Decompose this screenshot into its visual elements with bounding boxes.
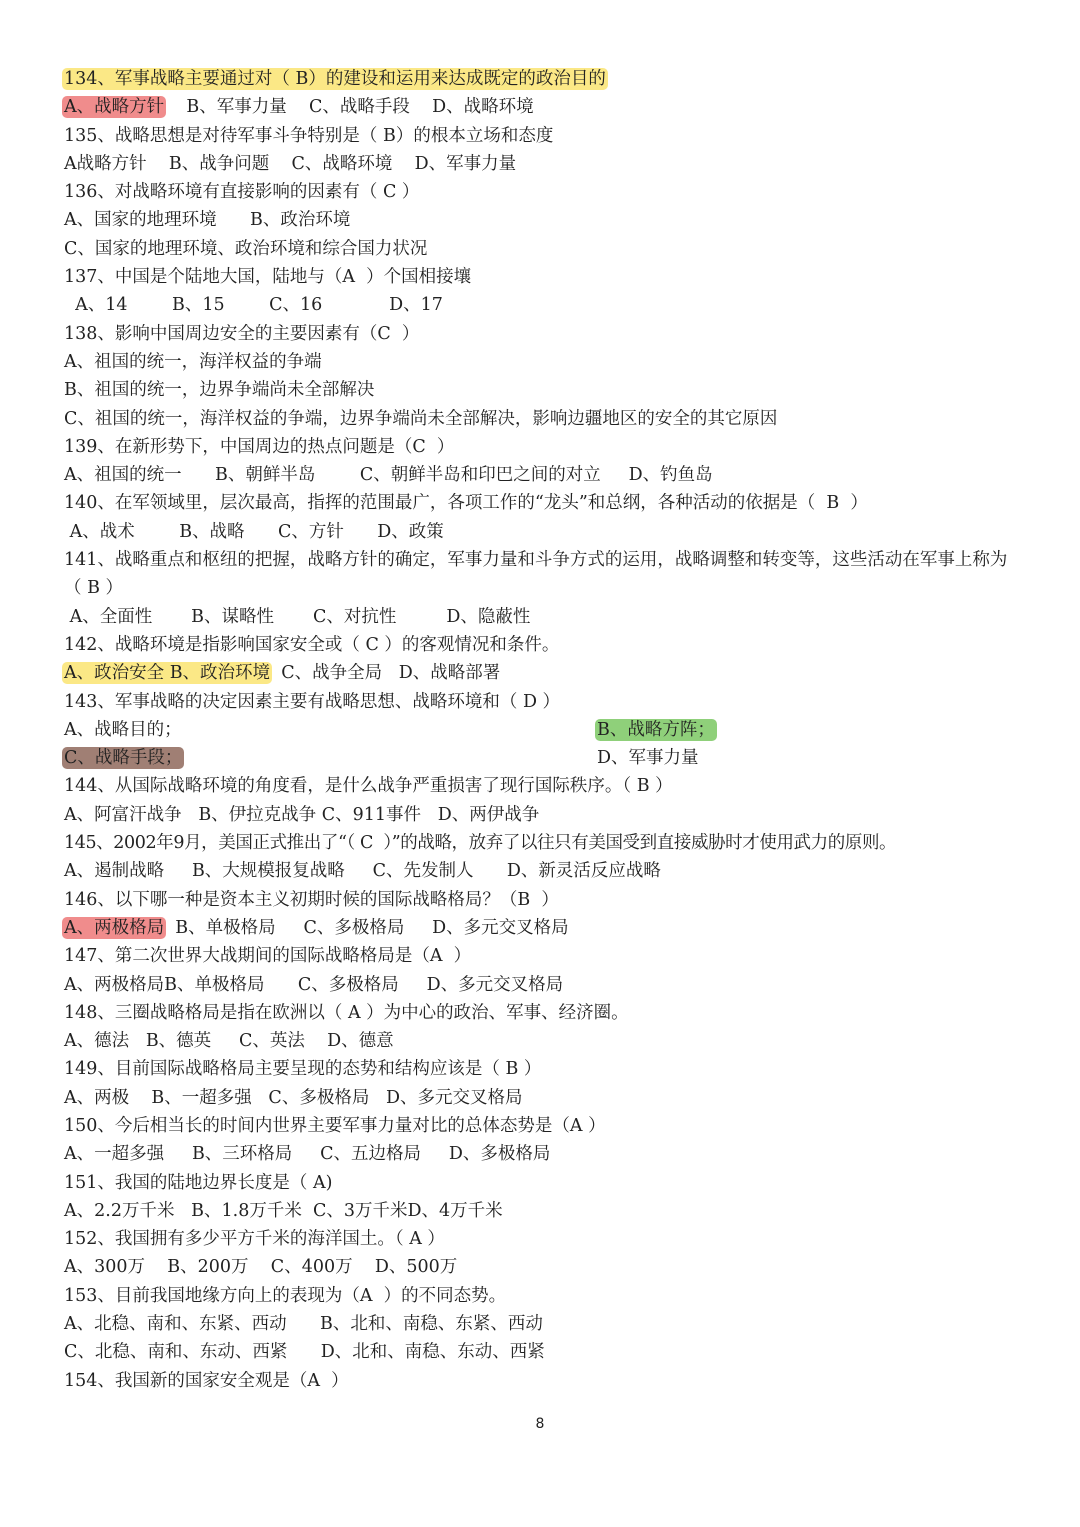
question-141: 141、战略重点和枢纽的把握，战略方针的确定，军事力量和斗争方式的运用，战略调整和转变等，这些活动在军事上称为（ B ） xyxy=(64,550,1008,599)
options-148: A、德法 B、德英 C、英法 D、德意 xyxy=(64,1031,394,1052)
question-137: 137、中国是个陆地大国，陆地与（A ）个国相接壤 xyxy=(64,267,472,288)
question-135: 135、战略思想是对待军事斗争特别是（ B）的根本立场和态度 xyxy=(64,125,554,146)
question-140: 140、在军领域里，层次最高，指挥的范围最广，各项工作的“龙头”和总纲，各种活动的依据是（ B ） xyxy=(64,493,868,514)
options-138-a: A、祖国的统一，海洋权益的争端 xyxy=(64,351,322,372)
options-134 xyxy=(64,93,1024,121)
question-136: 136、对战略环境有直接影响的因素有（ C ） xyxy=(64,182,420,203)
highlighted-option: C、战略手段； xyxy=(64,748,183,769)
question-145: 145、2002年9月，美国正式推出了“（ C ）”的战略，放弃了以往只有美国受到直接威胁时才使用武力的原则。 xyxy=(64,833,897,854)
question-150: 150、今后相当长的时间内世界主要军事力量对比的总体态势是（A ） xyxy=(64,1115,606,1136)
question-144: 144、从国际战略环境的角度看，是什么战争严重损害了现行国际秩序。（ B ） xyxy=(64,776,673,797)
options-137: A、14 B、15 C、16 D、17 xyxy=(64,295,443,316)
options-136-b: C、国家的地理环境、政治环境和综合国力状况 xyxy=(64,238,428,259)
question-138: 138、影响中国周边安全的主要因素有（C ） xyxy=(64,323,420,344)
document-body xyxy=(64,65,1024,1395)
question-143: 143、军事战略的决定因素主要有战略思想、战略环境和（ D ） xyxy=(64,691,561,712)
options-136-a: A、国家的地理环境 B、政治环境 xyxy=(64,210,351,231)
options-139: A、祖国的统一 B、朝鲜半岛 C、朝鲜半岛和印巴之间的对立 D、钓鱼岛 xyxy=(64,465,713,486)
options-140: A、战术 B、战略 C、方针 D、政策 xyxy=(64,521,444,542)
options-144: A、阿富汗战争 B、伊拉克战争 C、911事件 D、两伊战争 xyxy=(64,804,540,825)
options-151: A、2.2万千米 B、1.8万千米 C、3万千米D、4万千米 xyxy=(64,1200,503,1221)
options-142 xyxy=(64,659,1024,687)
question-134 xyxy=(64,65,1024,93)
options-text: B、单极格局 C、多极格局 D、多元交叉格局 xyxy=(164,917,569,938)
question-152: 152、我国拥有多少平方千米的海洋国土。（ A ） xyxy=(64,1229,445,1250)
options-145: A、遏制战略 B、大规模报复战略 C、先发制人 D、新灵活反应战略 xyxy=(64,861,661,882)
highlighted-option: B、战略方阵； xyxy=(597,719,715,740)
options-152: A、300万 B、200万 C、400万 D、500万 xyxy=(64,1257,458,1278)
options-143-row1 xyxy=(64,716,1024,744)
highlighted-option: A、政治安全 B、政治环境 xyxy=(64,663,271,684)
question-149: 149、目前国际战略格局主要呈现的态势和结构应该是（ B ） xyxy=(64,1059,542,1080)
options-143-row2 xyxy=(64,744,1024,772)
question-147: 147、第二次世界大战期间的国际战略格局是（A ） xyxy=(64,946,472,967)
options-149: A、两极 B、一超多强 C、多极格局 D、多元交叉格局 xyxy=(64,1087,523,1108)
option-d: D、军事力量 xyxy=(597,748,699,769)
options-141: A、全面性 B、谋略性 C、对抗性 D、隐蔽性 xyxy=(64,606,531,627)
question-154: 154、我国新的国家安全观是（A ） xyxy=(64,1370,349,1391)
options-135: A战略方针 B、战争问题 C、战略环境 D、军事力量 xyxy=(64,153,517,174)
highlighted-option: A、两极格局 xyxy=(64,917,165,938)
options-138-c: C、祖国的统一，海洋权益的争端，边界争端尚未全部解决，影响边疆地区的安全的其它原因 xyxy=(64,408,778,429)
question-153: 153、目前我国地缘方向上的表现为（A ）的不同态势。 xyxy=(64,1285,507,1306)
options-153-a: A、北稳、南和、东紧、西动 B、北和、南稳、东紧、西动 xyxy=(64,1314,543,1335)
options-138-b: B、祖国的统一，边界争端尚未全部解决 xyxy=(64,380,375,401)
question-151: 151、我国的陆地边界长度是（ A) xyxy=(64,1172,333,1193)
question-139: 139、在新形势下，中国周边的热点问题是（C ） xyxy=(64,436,455,457)
highlighted-question: 134、军事战略主要通过对（ B）的建设和运用来达成既定的政治目的 xyxy=(64,69,606,89)
question-146: 146、以下哪一种是资本主义初期时候的国际战略格局？（B ） xyxy=(64,889,559,910)
option-b-wrapper xyxy=(597,716,715,744)
options-150: A、一超多强 B、三环格局 C、五边格局 D、多极格局 xyxy=(64,1144,551,1165)
options-147: A、两极格局B、单极格局 C、多极格局 D、多元交叉格局 xyxy=(64,974,564,995)
highlighted-option: A、战略方针 xyxy=(64,97,165,118)
options-text: C、战争全局 D、战略部署 xyxy=(270,663,501,684)
option-a: A、战略目的； xyxy=(64,719,182,740)
options-153-b: C、北稳、南和、东动、西紧 D、北和、南稳、东动、西紧 xyxy=(64,1342,545,1363)
options-146 xyxy=(64,914,1024,942)
question-142: 142、战略环境是指影响国家安全或（ C ）的客观情况和条件。 xyxy=(64,634,560,655)
options-text: B、军事力量 C、战略手段 D、战略环境 xyxy=(164,97,534,118)
page-number: 8 xyxy=(535,1416,545,1432)
question-148: 148、三圈战略格局是指在欧洲以（ A ）为中心的政治、军事、经济圈。 xyxy=(64,1002,629,1023)
